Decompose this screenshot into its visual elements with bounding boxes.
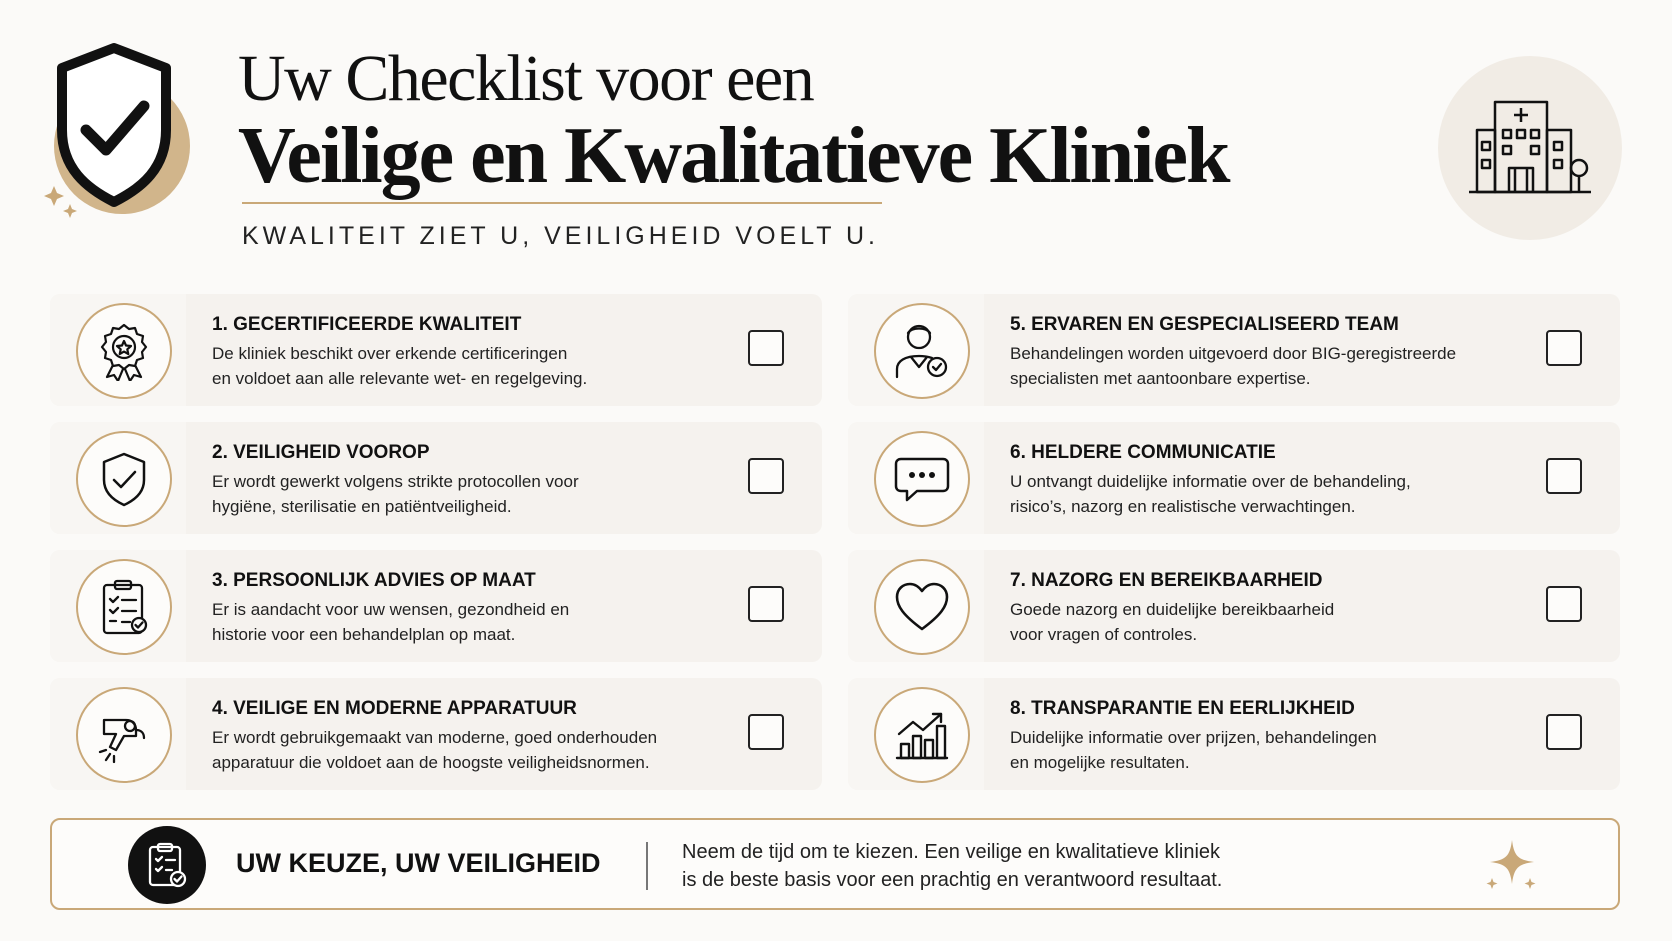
checkbox[interactable]	[1546, 458, 1582, 494]
checklist-item-5	[848, 294, 1620, 406]
item-description: U ontvangt duidelijke informatie over de behandeling, risico’s, nazorg en realistische verwachtingen.	[1010, 472, 1411, 516]
growth-chart-icon	[874, 687, 970, 783]
checkbox[interactable]	[748, 586, 784, 622]
title-line-2: Veilige en Kwalitatieve Kliniek	[238, 112, 1229, 200]
checklist-item-1	[50, 294, 822, 406]
checklist-item-3	[50, 550, 822, 662]
checkbox[interactable]	[748, 714, 784, 750]
title-line-1: Uw Checklist voor een	[238, 42, 814, 115]
item-title: 7. NAZORG EN BEREIKBAARHEID	[1010, 570, 1323, 591]
page-title	[238, 44, 1229, 198]
specialist-verified-icon	[874, 303, 970, 399]
item-description: Duidelijke informatie over prijzen, behandelingen en mogelijke resultaten.	[1010, 728, 1377, 772]
checklist-item-8	[848, 678, 1620, 790]
item-title: 4. VEILIGE EN MODERNE APPARATUUR	[212, 698, 577, 719]
title-divider	[242, 202, 882, 204]
subtitle: KWALITEIT ZIET U, VEILIGHEID VOELT U.	[242, 222, 880, 250]
checklist-item-7	[848, 550, 1620, 662]
chat-bubble-icon	[874, 431, 970, 527]
item-description: Behandelingen worden uitgevoerd door BIG-geregistreerde specialisten met aantoonbare expertise.	[1010, 344, 1457, 388]
clipboard-check-icon	[128, 826, 206, 904]
checkbox[interactable]	[748, 458, 784, 494]
checkbox[interactable]	[1546, 586, 1582, 622]
clinic-building-icon	[1438, 56, 1622, 240]
footer-divider	[646, 842, 648, 890]
item-title: 6. HELDERE COMMUNICATIE	[1010, 442, 1276, 463]
clipboard-checklist-icon	[76, 559, 172, 655]
laser-device-icon	[76, 687, 172, 783]
item-title: 2. VEILIGHEID VOOROP	[212, 442, 430, 463]
award-ribbon-icon	[76, 303, 172, 399]
item-title: 8. TRANSPARANTIE EN EERLIJKHEID	[1010, 698, 1355, 719]
checklist-item-4	[50, 678, 822, 790]
item-description: Er wordt gebruikgemaakt van moderne, goed onderhouden apparatuur die voldoet aan de hoogste veiligheidsnormen.	[212, 728, 658, 772]
checkbox[interactable]	[1546, 330, 1582, 366]
shield-check-icon	[44, 38, 214, 238]
checkbox[interactable]	[748, 330, 784, 366]
footer-text: Neem de tijd om te kiezen. Een veilige en kwalitatieve kliniek is de beste basis voor een prachtig en verantwoord resultaat.	[682, 841, 1223, 891]
footer-title: UW KEUZE, UW VEILIGHEID	[236, 848, 601, 878]
item-description: Er is aandacht voor uw wensen, gezondheid en historie voor een behandelplan op maat.	[212, 600, 570, 644]
shield-check-icon	[76, 431, 172, 527]
item-title: 3. PERSOONLIJK ADVIES OP MAAT	[212, 570, 536, 591]
item-description: Goede nazorg en duidelijke bereikbaarheid voor vragen of controles.	[1010, 600, 1335, 644]
checklist-item-6	[848, 422, 1620, 534]
heart-icon	[874, 559, 970, 655]
item-description: Er wordt gewerkt volgens strikte protocollen voor hygiëne, sterilisatie en patiëntveiligheid.	[212, 472, 579, 516]
footer-banner	[50, 818, 1620, 910]
item-title: 1. GECERTIFICEERDE KWALITEIT	[212, 314, 522, 335]
item-description: De kliniek beschikt over erkende certificeringen en voldoet aan alle relevante wet- en regelgeving.	[212, 344, 588, 388]
checklist-item-2	[50, 422, 822, 534]
sparkle-icon	[1484, 838, 1540, 894]
checkbox[interactable]	[1546, 714, 1582, 750]
item-title: 5. ERVAREN EN GESPECIALISEERD TEAM	[1010, 314, 1399, 335]
